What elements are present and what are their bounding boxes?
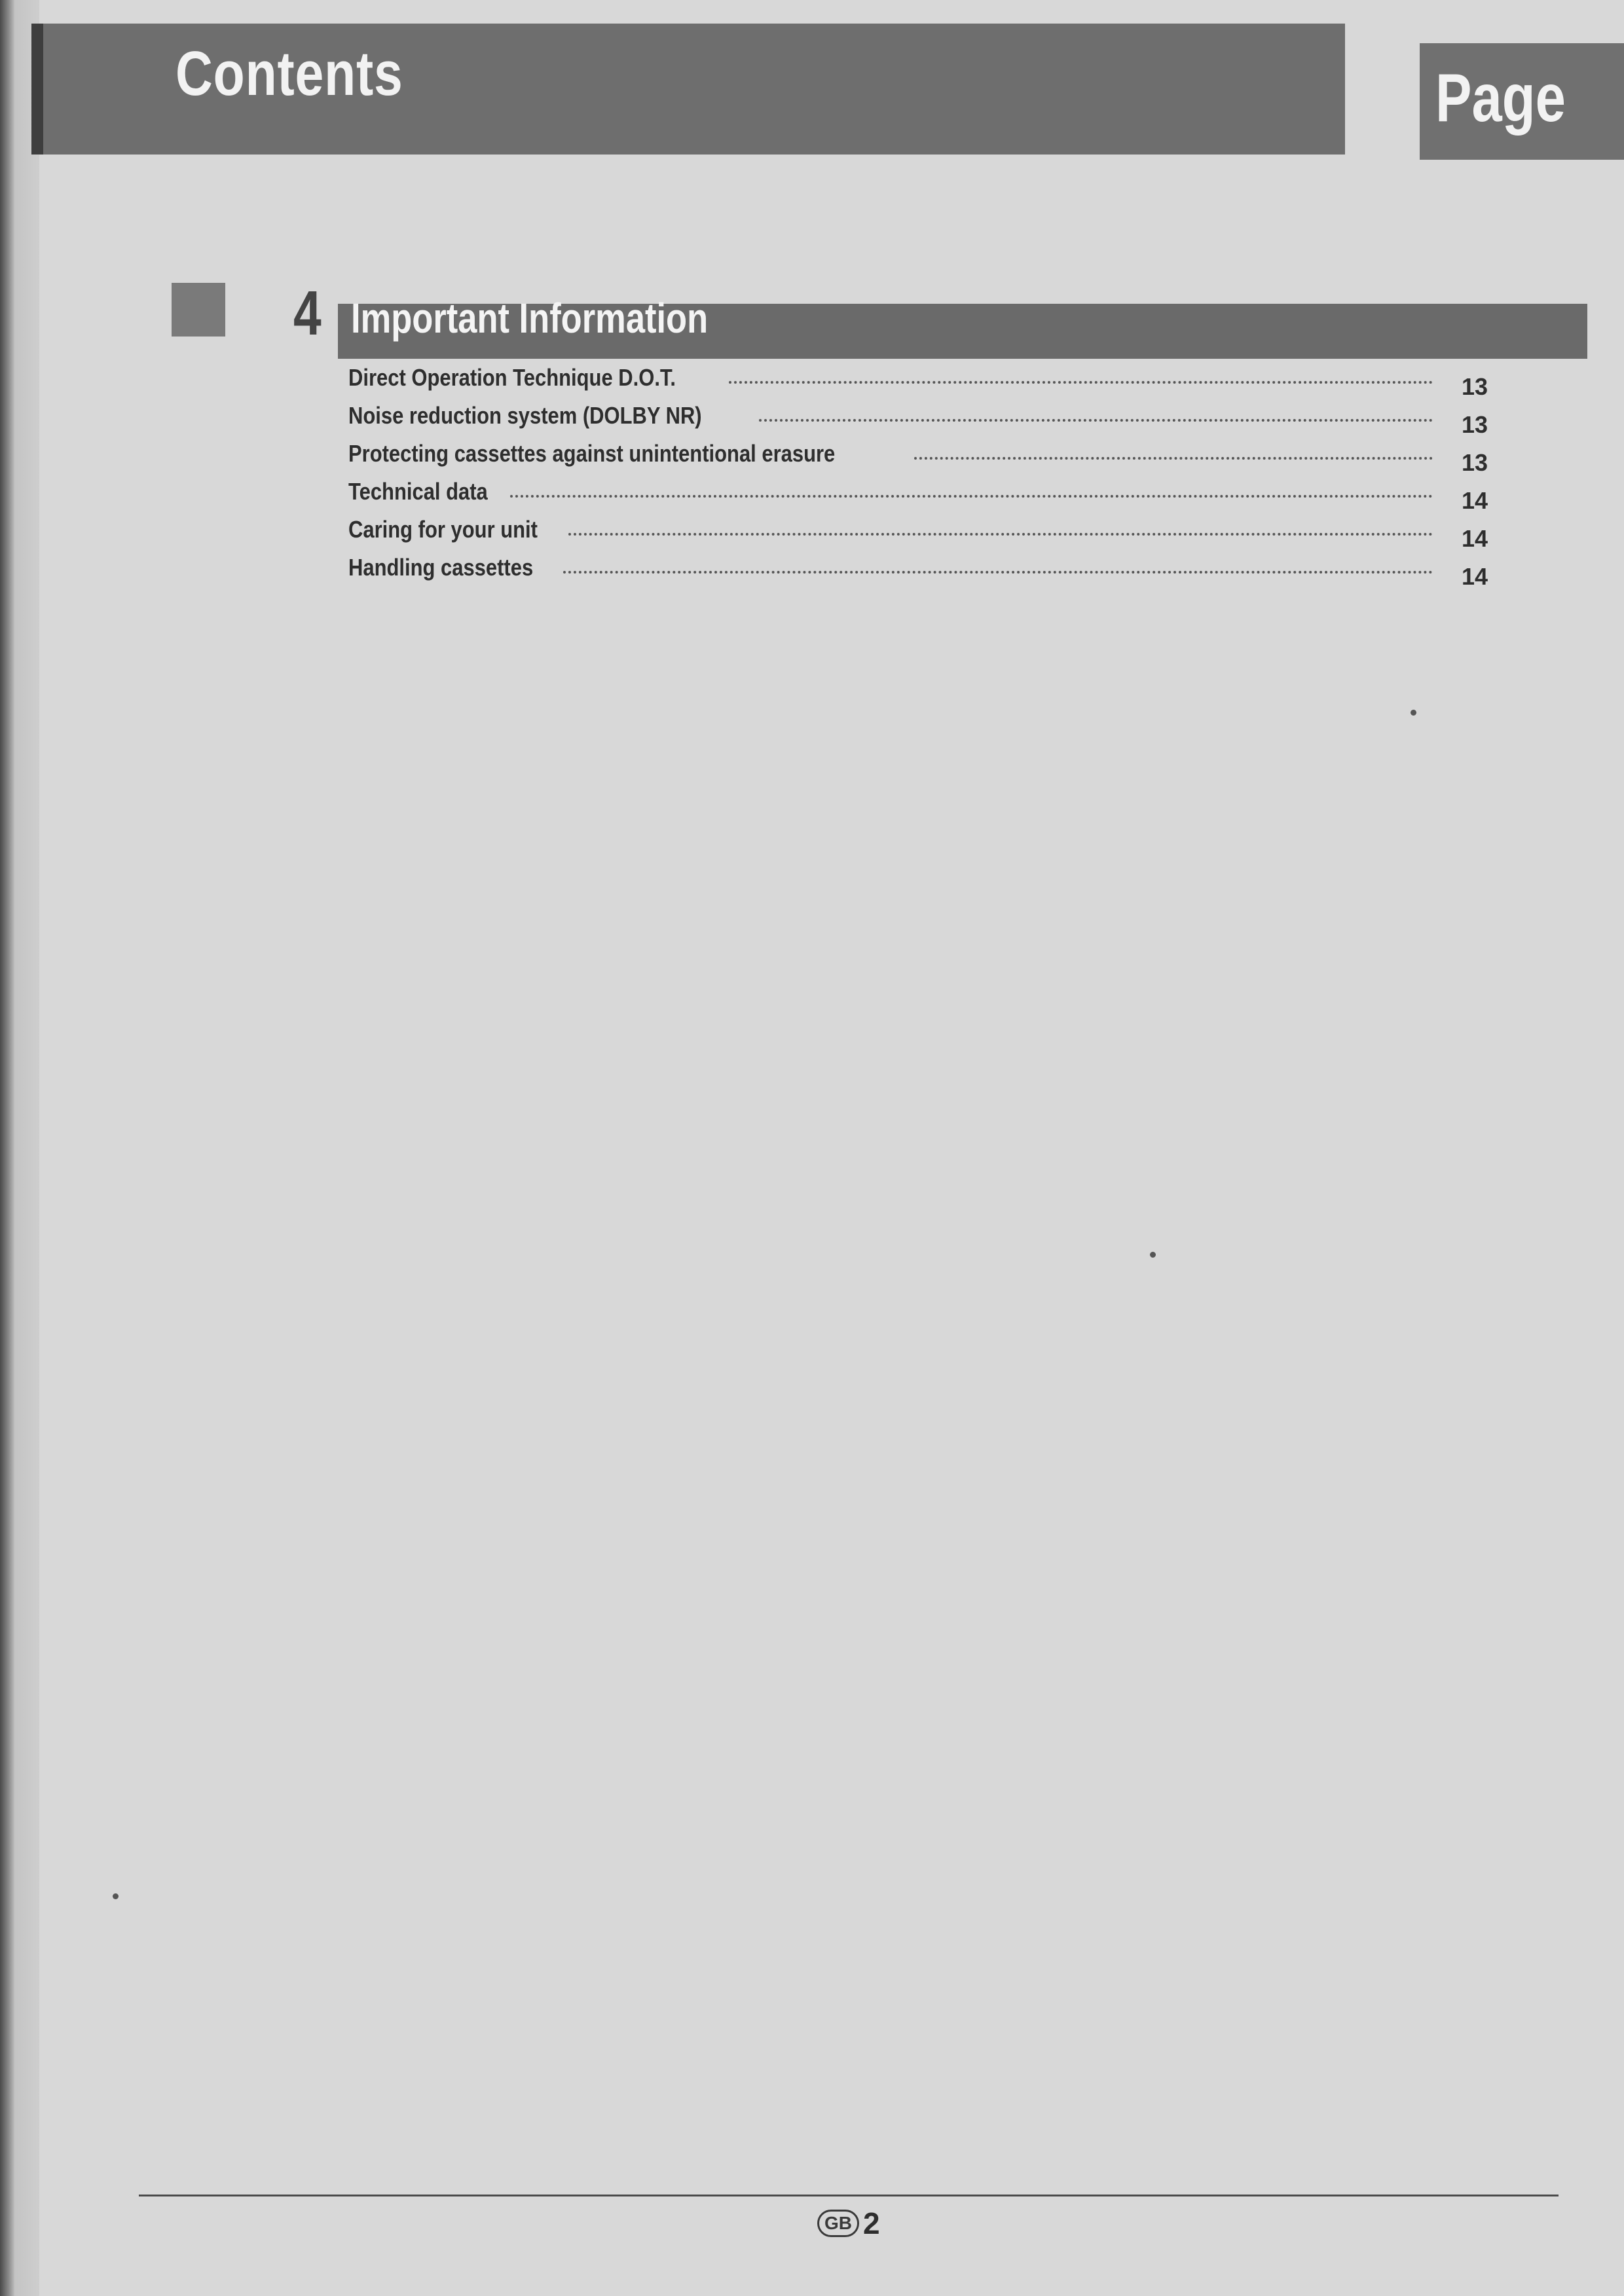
table-of-contents	[348, 354, 1488, 590]
dot-leader	[914, 457, 1433, 460]
dot-leader	[568, 533, 1433, 536]
scan-speck	[1150, 1252, 1156, 1258]
toc-entry-label: Protecting cassettes against unintentional erasure	[348, 440, 836, 467]
page-number: 2	[863, 2206, 880, 2240]
toc-entry-page: 14	[1461, 563, 1488, 590]
toc-entry-page: 14	[1461, 525, 1488, 552]
scan-speck	[113, 1893, 119, 1899]
contents-title: Contents	[175, 39, 403, 109]
section-title: Important Information	[351, 295, 709, 342]
toc-entry-page: 13	[1461, 449, 1488, 476]
footer-rule	[139, 2195, 1559, 2196]
toc-entry-technical-data[interactable]	[348, 467, 1488, 514]
page-column-label: Page	[1435, 60, 1566, 136]
region-badge: GB	[817, 2210, 859, 2237]
toc-entry-direct-operation-technique[interactable]	[348, 354, 1488, 400]
toc-entry-label: Direct Operation Technique D.O.T.	[348, 364, 676, 391]
toc-entry-page: 13	[1461, 411, 1488, 438]
toc-entry-label: Caring for your unit	[348, 516, 538, 543]
toc-entry-label: Handling cassettes	[348, 554, 534, 581]
footer-page-number	[817, 2206, 880, 2240]
toc-entry-noise-reduction[interactable]	[348, 392, 1488, 438]
dot-leader	[759, 419, 1433, 422]
scan-speck	[1411, 710, 1416, 716]
toc-entry-caring-for-unit[interactable]	[348, 505, 1488, 552]
toc-entry-label: Technical data	[348, 478, 488, 505]
page-edge-shadow	[0, 0, 14, 2296]
dot-leader	[729, 381, 1433, 384]
section-number: 4	[293, 278, 322, 348]
dot-leader	[510, 495, 1433, 498]
toc-entry-protecting-cassettes[interactable]	[348, 429, 1488, 476]
section-marker-square	[172, 283, 225, 337]
toc-entry-page: 13	[1461, 373, 1488, 400]
toc-entry-page: 14	[1461, 487, 1488, 514]
dot-leader	[563, 571, 1433, 574]
toc-entry-handling-cassettes[interactable]	[348, 543, 1488, 590]
toc-entry-label: Noise reduction system (DOLBY NR)	[348, 402, 702, 429]
